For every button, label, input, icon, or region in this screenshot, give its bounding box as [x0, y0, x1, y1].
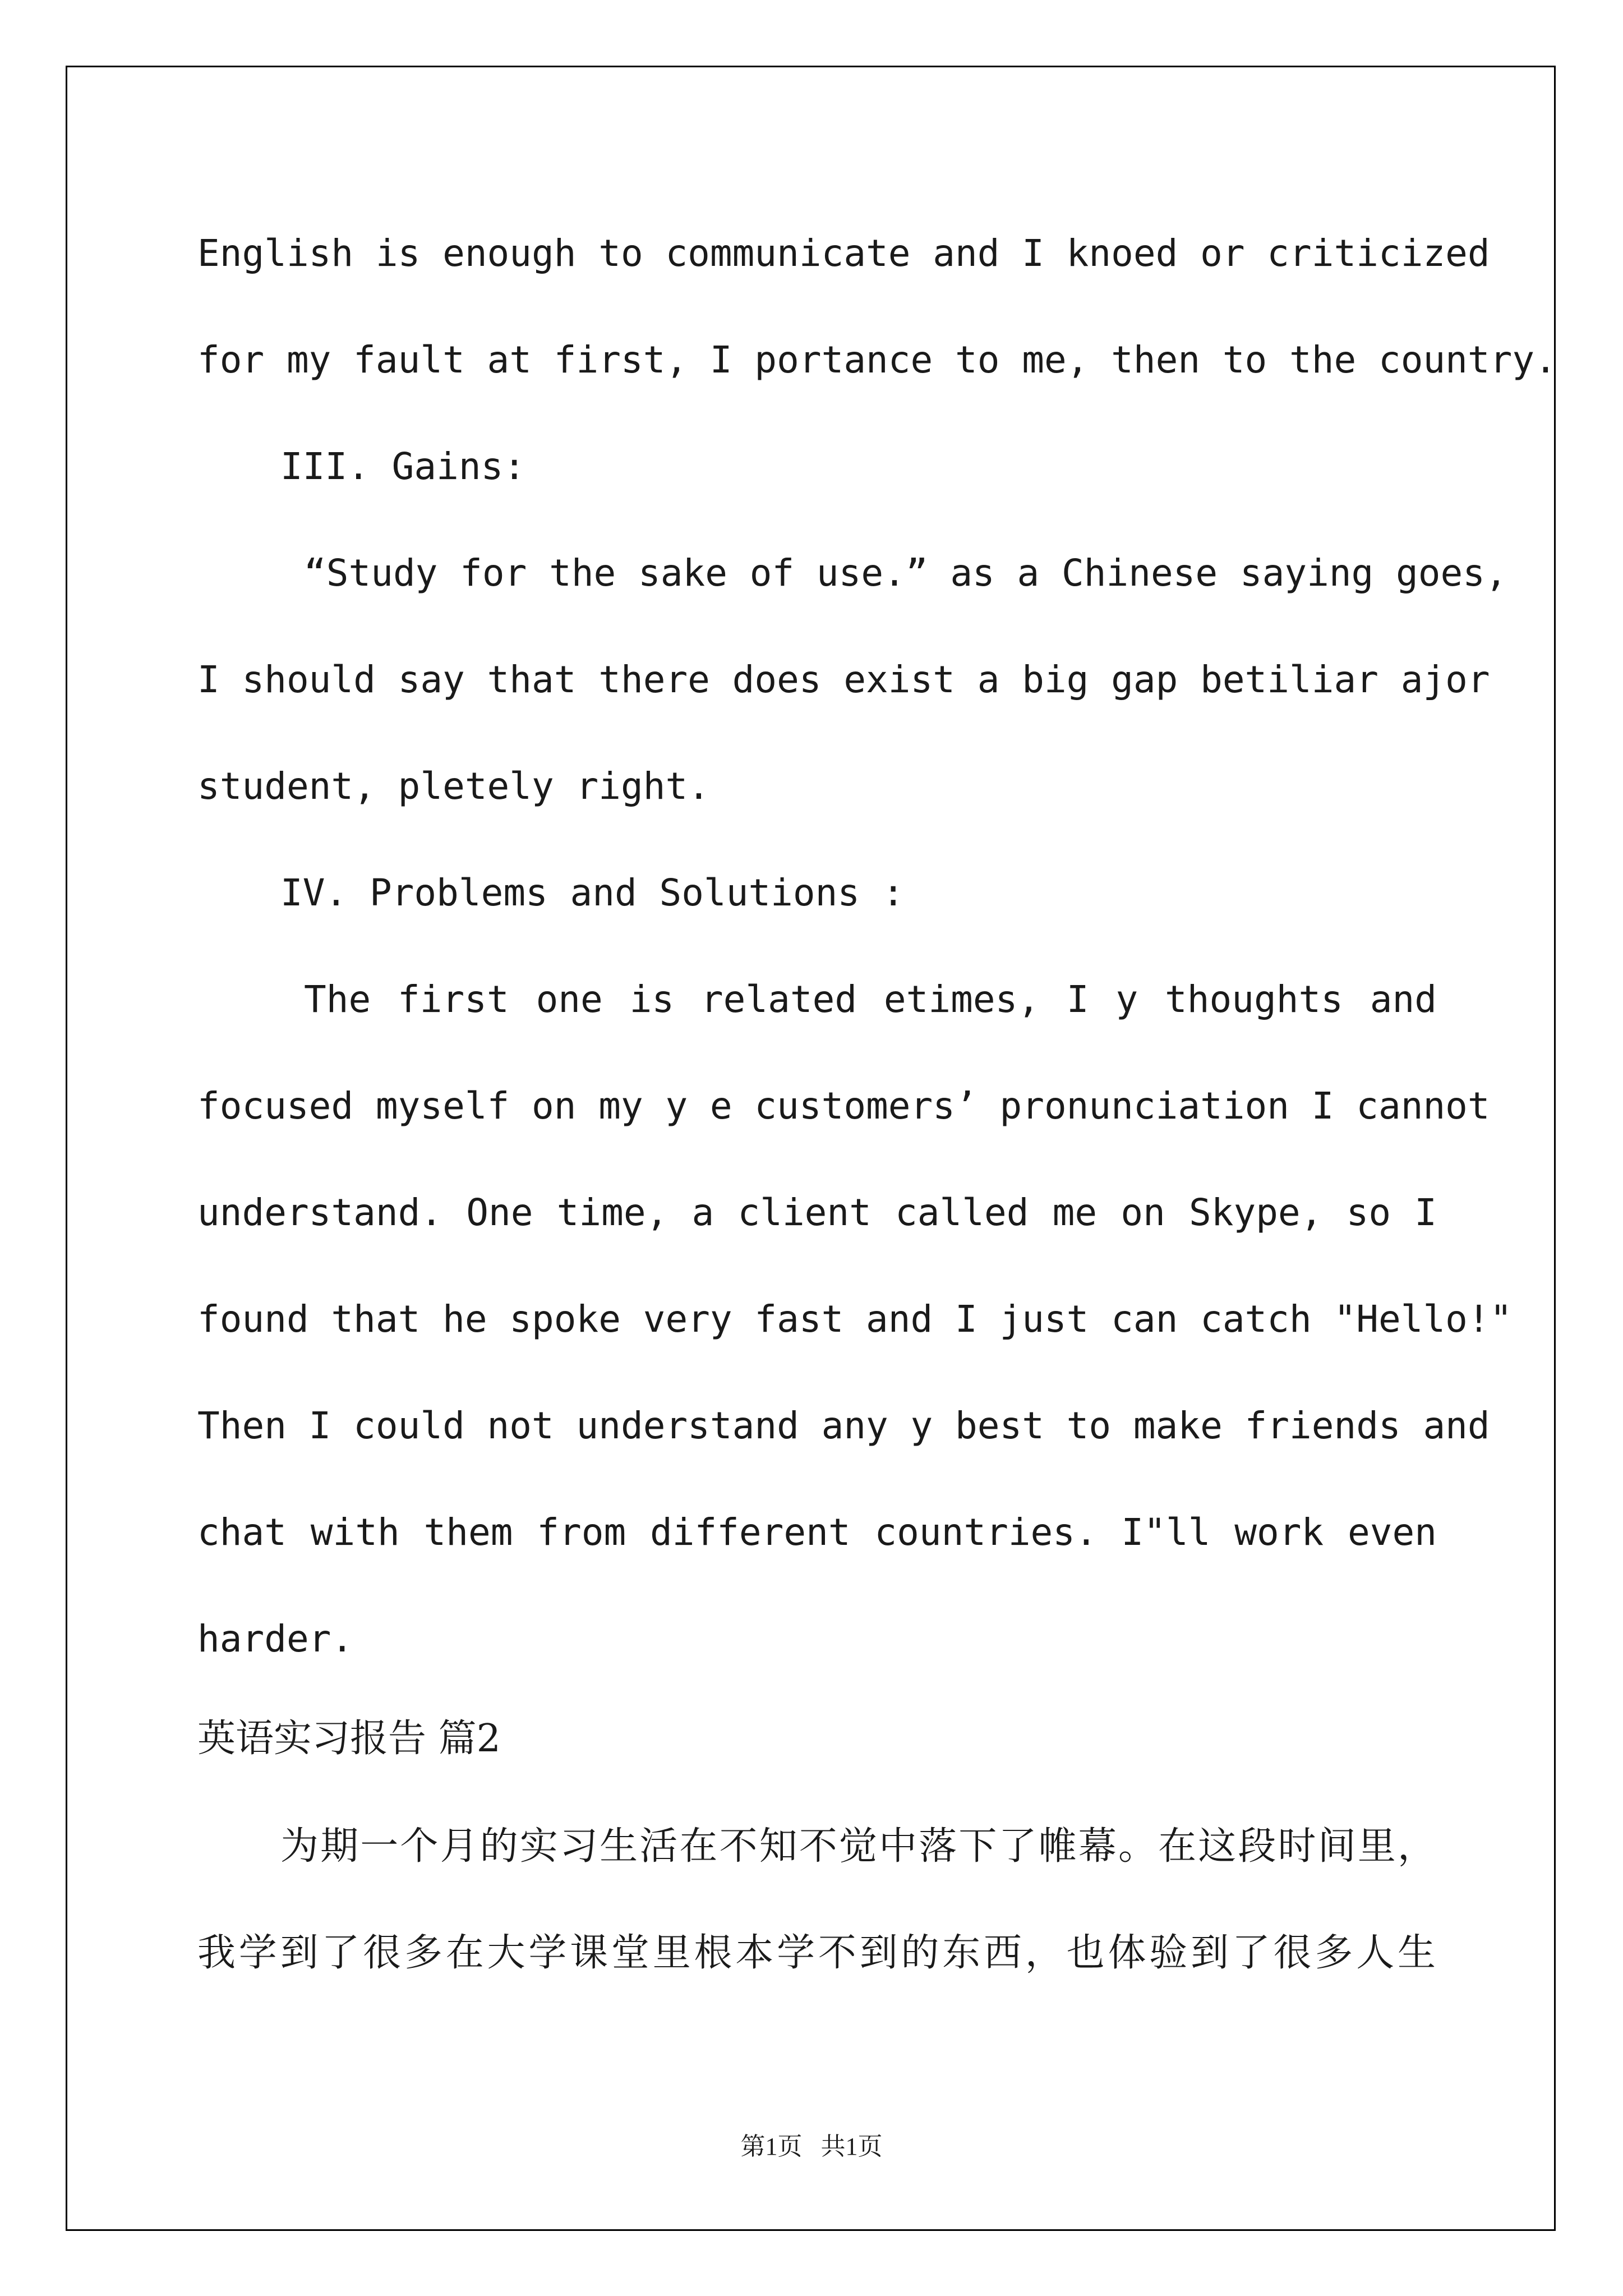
body-line: The first one is related etimes, I y thoughts and [304, 978, 1437, 1021]
body-line: “Study for the sake of use.” as a Chinese saying goes, [304, 551, 1507, 595]
body-line: focused myself on my y e customers’ pronunciation I cannot [197, 1084, 1490, 1128]
body-line: English is enough to communicate and I knoed or criticized [197, 232, 1490, 275]
section-heading-problems: IV. Problems and Solutions : [280, 871, 905, 914]
body-line: for my fault at first, I portance to me, then to the country. [197, 338, 1557, 381]
body-line: harder. [197, 1617, 354, 1660]
section-heading-gains: III. Gains: [280, 445, 526, 488]
body-line: chat with them from different countries. I"ll work even [197, 1511, 1437, 1554]
section-heading-cn: 英语实习报告 篇2 [197, 1717, 501, 1761]
body-line-cn: 为期一个月的实习生活在不知不觉中落下了帷幕。在这段时间里， [280, 1824, 1437, 1869]
body-line: found that he spoke very fast and I just can catch "Hello!" [197, 1297, 1513, 1341]
body-line: student, pletely right. [197, 765, 710, 808]
body-line: Then I could not understand any y best to make friends and [197, 1404, 1490, 1447]
body-line: understand. One time, a client called me on Skype, so I [197, 1191, 1437, 1234]
body-line-cn: 我学到了很多在大学课堂里根本学不到的东西，也体验到了很多人生 [197, 1931, 1437, 1975]
page-border [66, 66, 1556, 2231]
page-number-footer: 第1页 共1页 [740, 2133, 883, 2160]
body-line: I should say that there does exist a big gap betiliar ajor [197, 658, 1490, 701]
